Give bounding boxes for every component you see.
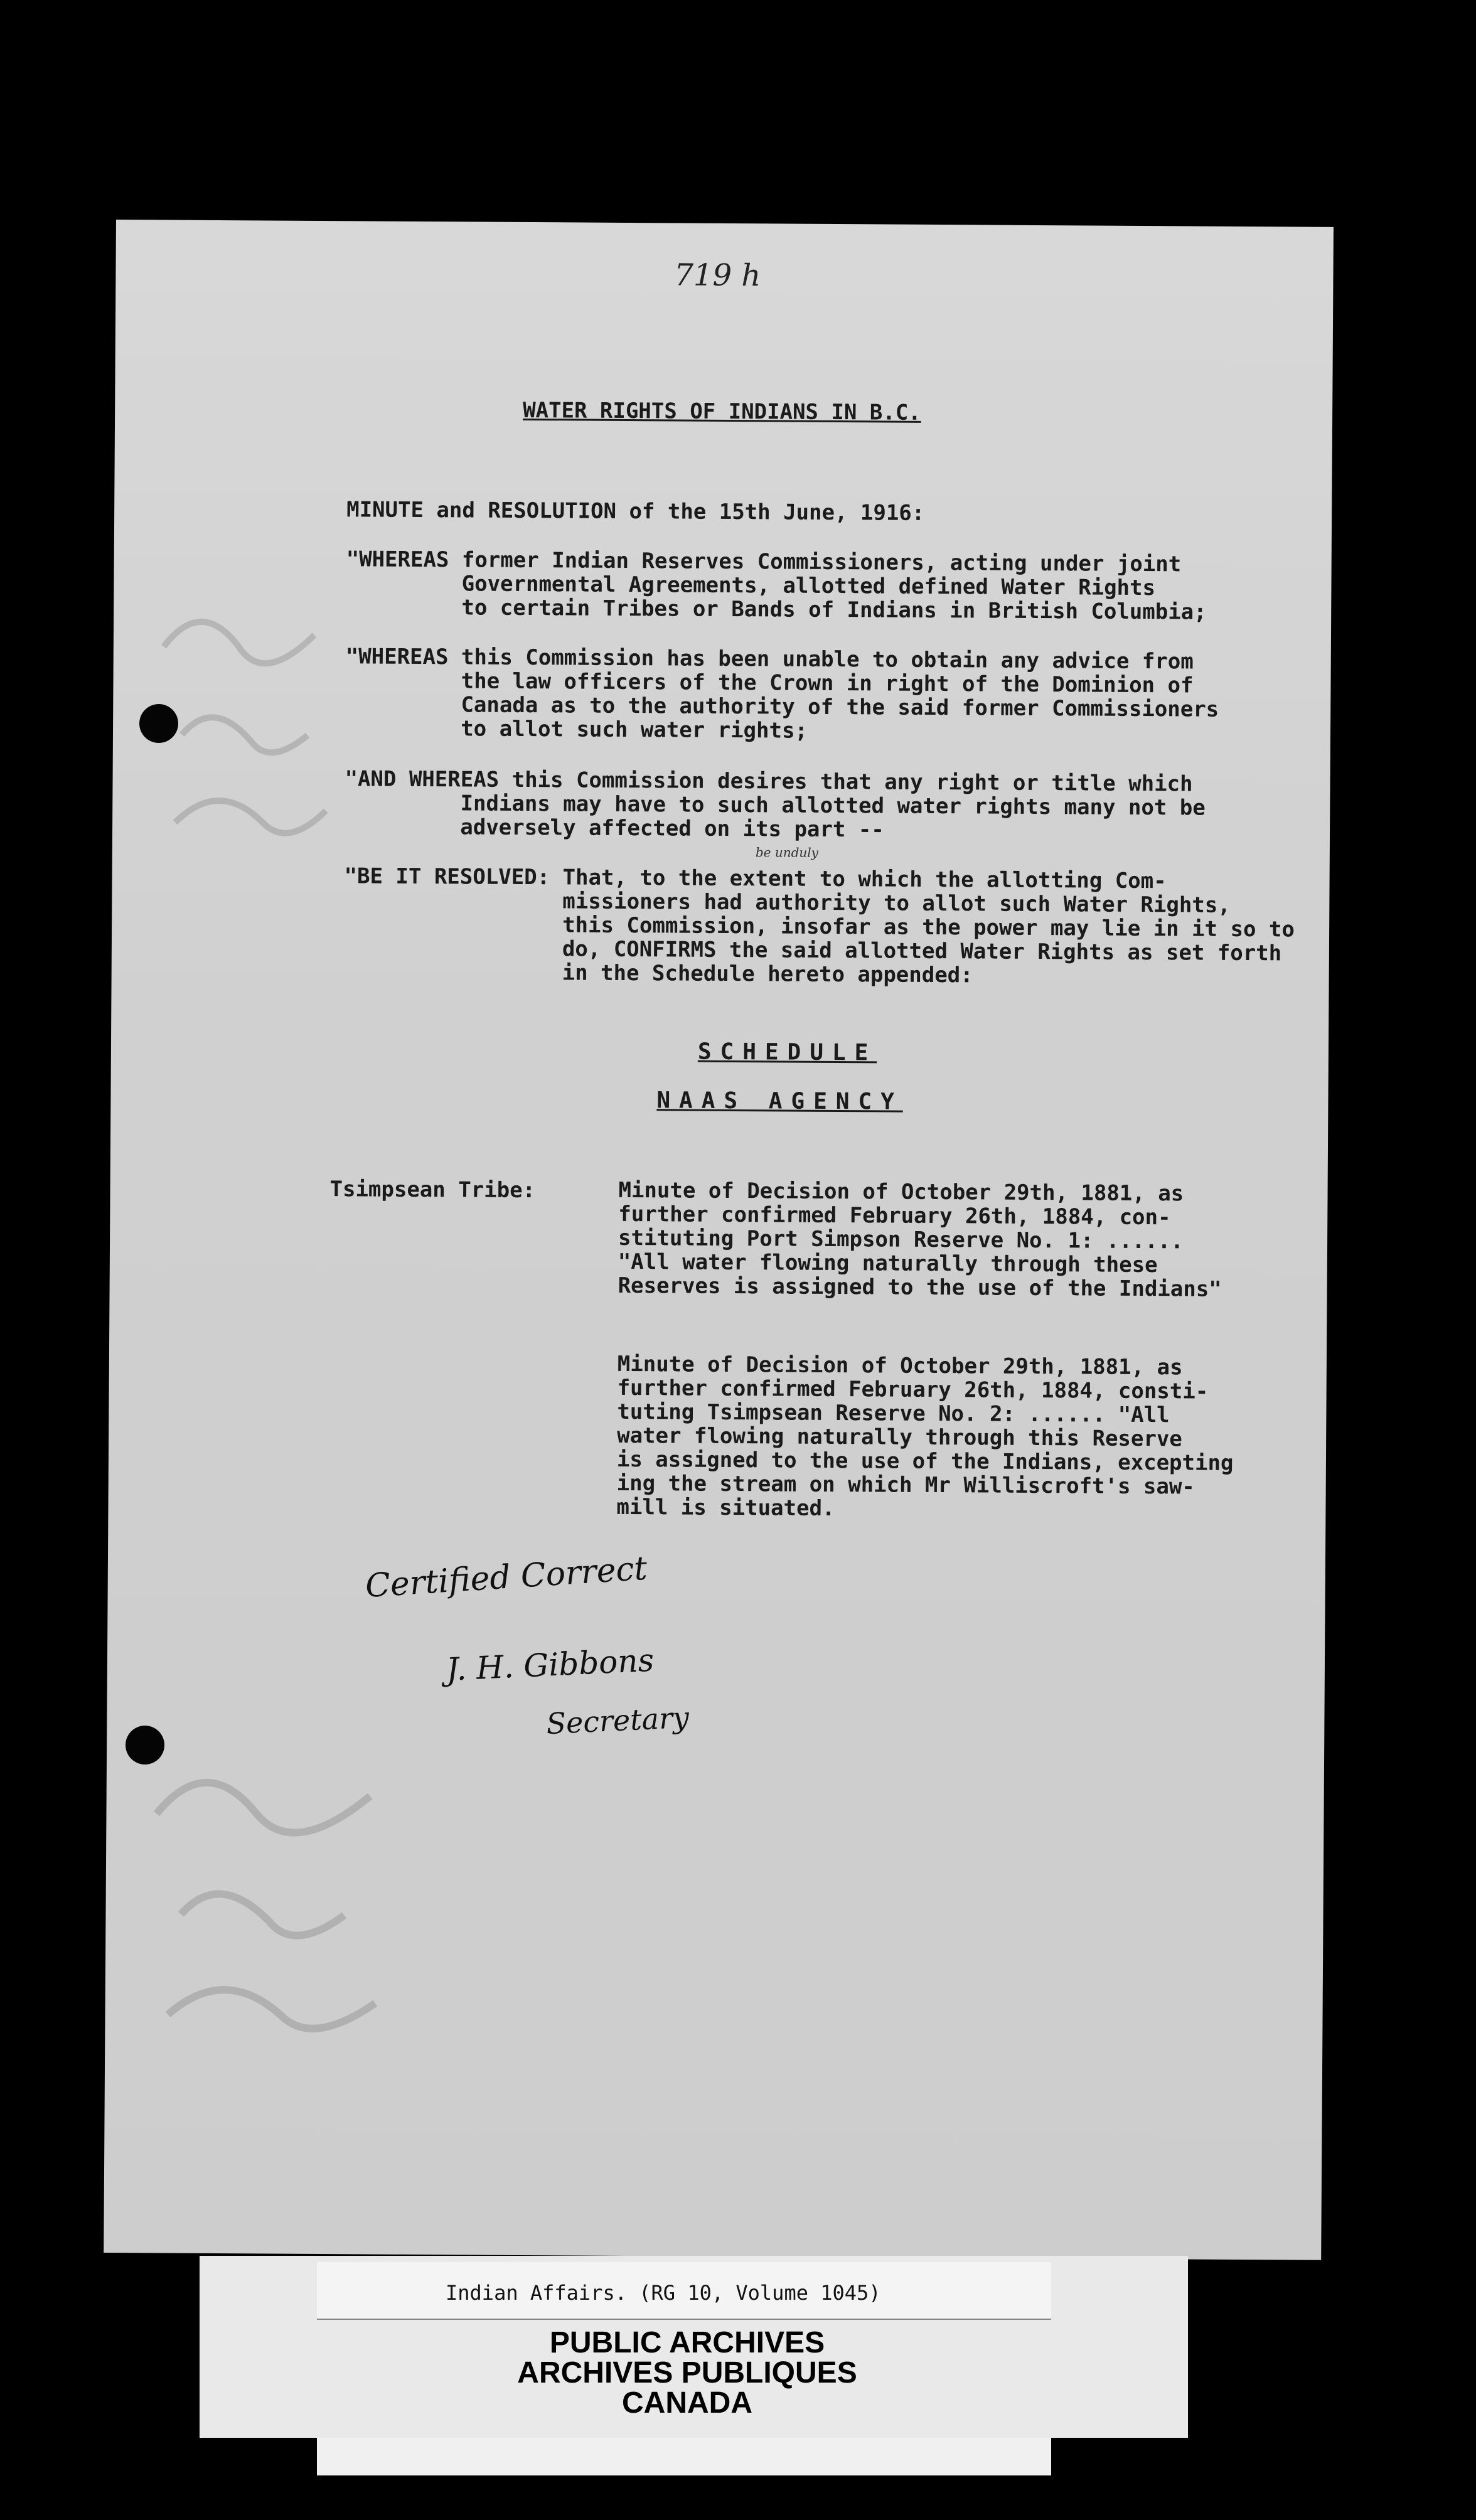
punch-hole-bottom [126,1726,164,1765]
signature-name: J. H. Gibbons [445,1642,655,1688]
punch-hole-top [139,704,178,743]
decision-entry-1: Minute of Decision of October 29th, 1881, as further confirmed February 26th, 1884, con- stituting Port Simpson Reserve No. 1: ...... "All water flowing naturally through these Reserves is assigned to the use of the Indians" [618,1177,1222,1302]
archive-reference: Indian Affairs. (RG 10, Volume 1045) [446,2281,881,2305]
archive-line-3: CANADA [622,2386,752,2420]
whereas-paragraph-1: "WHEREAS former Indian Reserves Commissioners, acting under joint Governmental Agreements, allotted defined Water Rights to certain Tribes or Bands of Indians in British Columbia; [346,547,1207,625]
archive-line-2: ARCHIVES PUBLIQUES [517,2356,857,2389]
agency-heading: NAAS AGENCY [656,1087,903,1115]
and-whereas-paragraph: "AND WHEREAS this Commission desires that any right or title which Indians may have to such allotted water rights many not be adversely affected on its part -- [344,766,1206,843]
whereas-paragraph-2: "WHEREAS this Commission has been unable to obtain any advice from the law officers of the Crown in right of the Dominion of Canada as to the authority of the said former Commissioners to allot such water rights; [345,644,1219,744]
schedule-heading: SCHEDULE [697,1038,877,1066]
handwritten-insertion: be unduly [755,845,819,860]
minute-heading: MINUTE and RESOLUTION of the 15th June, 1916: [346,497,925,526]
archive-label-bottom-strip [317,2438,1051,2475]
resolution-paragraph: "BE IT RESOLVED: That, to the extent to which the allotting Com- missioners had authority to allot such Water Rights, this Commission, insofar as the power may lie in it so to do, CONFIRMS the said allotted Water Rights as set forth in the Schedule hereto appended: [343,863,1295,988]
signature-title: Secretary [545,1700,690,1741]
signature-certified: Certified Correct [364,1549,649,1606]
archive-line-1: PUBLIC ARCHIVES [549,2326,825,2359]
tribe-label: Tsimpsean Tribe: [329,1177,536,1204]
document-title: WATER RIGHTS OF INDIANS IN B.C. [523,397,921,425]
archive-stamp [402,2328,973,2418]
folio-number: 719 h [674,257,761,294]
bleed-through-stamp-bottom [130,1726,433,2079]
decision-entry-2: Minute of Decision of October 29th, 1881, as further confirmed February 26th, 1884, consti- tuting Tsimpsean Reserve No. 2: ...... "All water flowing naturally through this Reserve is assigned to the use of the Indians, excepting ing the stream on which Mr Williscroft's saw- mill is situated. [616,1351,1234,1522]
document-page [104,220,1334,2260]
